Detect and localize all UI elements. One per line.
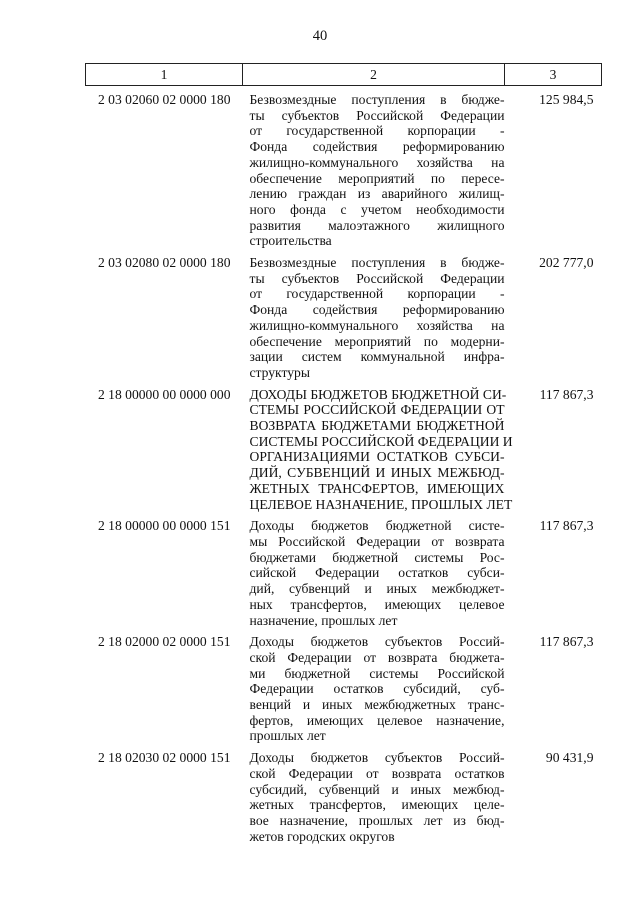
amount-cell: 117 867,3 <box>539 386 594 402</box>
description-line: ми бюджетной системы Российской <box>249 665 505 681</box>
table-body <box>86 92 602 844</box>
description-line: жетных трансфертов, имеющих целе- <box>249 797 505 813</box>
description-line: лению граждан из аварийного жилищ- <box>249 186 505 202</box>
description-line: ЦЕЛЕВОЕ НАЗНАЧЕНИЕ, ПРОШЛЫХ ЛЕТ <box>249 496 513 512</box>
description-line: жилищно-коммунального хозяйства на <box>249 317 505 333</box>
description-line: ных трансфертов, имеющих целевое <box>249 596 505 612</box>
column-header-code: 1 <box>86 64 243 86</box>
table-row <box>86 255 602 381</box>
description-line: СТЕМЫ РОССИЙСКОЙ ФЕДЕРАЦИИ ОТ <box>249 402 505 418</box>
description-line: строительства <box>249 233 332 249</box>
description-line: ЖЕТНЫХ ТРАНСФЕРТОВ, ИМЕЮЩИХ <box>249 480 505 496</box>
description-line: ской Федерации от возврата бюджета- <box>249 649 505 665</box>
budget-code-cell: 2 18 00000 00 0000 151 <box>97 518 231 534</box>
budget-code-cell: 2 18 02030 02 0000 151 <box>97 750 231 766</box>
budget-table-container <box>85 63 601 844</box>
description-line: Фонда содействия реформированию <box>249 302 505 318</box>
amount-cell: 117 867,3 <box>539 518 594 534</box>
table-row <box>86 518 602 628</box>
description-line: Федерации остатков субсидий, суб- <box>249 681 505 697</box>
description-line: жилищно-коммунального хозяйства на <box>249 154 505 170</box>
description-line: зации систем коммунальной инфра- <box>249 349 505 365</box>
description-line: ДИЙ, СУБВЕНЦИЙ И ИНЫХ МЕЖБЮД- <box>249 465 505 481</box>
table-row <box>86 92 602 249</box>
table-row <box>86 750 602 844</box>
description-line: мы Российской Федерации от возврата <box>249 533 505 549</box>
description-line: от государственной корпорации - <box>249 123 505 139</box>
description-line: ного фонда с учетом необходимости <box>249 201 505 217</box>
description-line: фертов, имеющих целевое назначение, <box>249 712 505 728</box>
description-line: ДОХОДЫ БЮДЖЕТОВ БЮДЖЕТНОЙ СИ- <box>249 386 507 402</box>
description-line: сийской Федерации остатков субси- <box>249 565 505 581</box>
description-line: Фонда содействия реформированию <box>249 139 505 155</box>
description-cell <box>243 255 505 381</box>
description-cell <box>243 518 505 628</box>
description-line: структуры <box>249 364 310 380</box>
description-line: назначение, прошлых лет <box>249 612 398 628</box>
description-line: обеспечение мероприятий по пересе- <box>249 170 505 186</box>
description-line: ты субъектов Российской Федерации <box>249 270 505 286</box>
table-row <box>86 387 602 513</box>
description-line: Безвозмездные поступления в бюдже- <box>249 92 505 107</box>
table-header-row <box>86 64 602 86</box>
description-line: прошлых лет <box>249 728 326 744</box>
page-number: 40 <box>312 28 328 44</box>
budget-code-cell: 2 03 02080 02 0000 180 <box>97 255 231 271</box>
description-line: Безвозмездные поступления в бюдже- <box>249 255 505 271</box>
budget-code-cell: 2 18 00000 00 0000 000 <box>97 386 231 402</box>
description-line: ты субъектов Российской Федерации <box>249 107 505 123</box>
amount-cell: 117 867,3 <box>539 634 594 650</box>
description-cell <box>243 386 513 513</box>
description-line: Доходы бюджетов субъектов Россий- <box>249 750 505 766</box>
description-line: субсидий, субвенций и иных межбюд- <box>249 781 505 797</box>
column-header-description: 2 <box>243 64 505 86</box>
budget-code-cell: 2 03 02060 02 0000 180 <box>97 92 231 107</box>
description-cell <box>243 634 505 744</box>
description-line: дий, субвенций и иных межбюджет- <box>249 581 505 597</box>
amount-cell: 125 984,5 <box>539 92 594 107</box>
description-line: обеспечение мероприятий по модерни- <box>249 333 505 349</box>
description-line: ской Федерации от возврата остатков <box>249 765 505 781</box>
description-line: бюджетами бюджетной системы Рос- <box>249 549 505 565</box>
table-row <box>86 634 602 744</box>
description-line: развития малоэтажного жилищного <box>249 217 505 233</box>
description-line: вое назначение, прошлых лет из бюд- <box>249 812 505 828</box>
description-cell <box>243 750 505 844</box>
budget-table <box>85 63 602 844</box>
description-line: СИСТЕМЫ РОССИЙСКОЙ ФЕДЕРАЦИИ И <box>249 433 513 449</box>
amount-cell: 90 431,9 <box>545 750 594 766</box>
description-line: жетов городских округов <box>249 828 395 844</box>
description-line: ОРГАНИЗАЦИЯМИ ОСТАТКОВ СУБСИ- <box>249 449 505 465</box>
amount-cell: 202 777,0 <box>539 255 594 271</box>
column-header-amount: 3 <box>505 64 602 86</box>
description-line: Доходы бюджетов субъектов Россий- <box>249 634 505 650</box>
description-line: ВОЗВРАТА БЮДЖЕТАМИ БЮДЖЕТНОЙ <box>249 418 505 434</box>
description-cell <box>243 92 505 249</box>
description-line: от государственной корпорации - <box>249 286 505 302</box>
budget-code-cell: 2 18 02000 02 0000 151 <box>97 634 231 650</box>
description-line: венций и иных межбюджетных транс- <box>249 697 505 713</box>
description-line: Доходы бюджетов бюджетной систе- <box>249 518 505 534</box>
